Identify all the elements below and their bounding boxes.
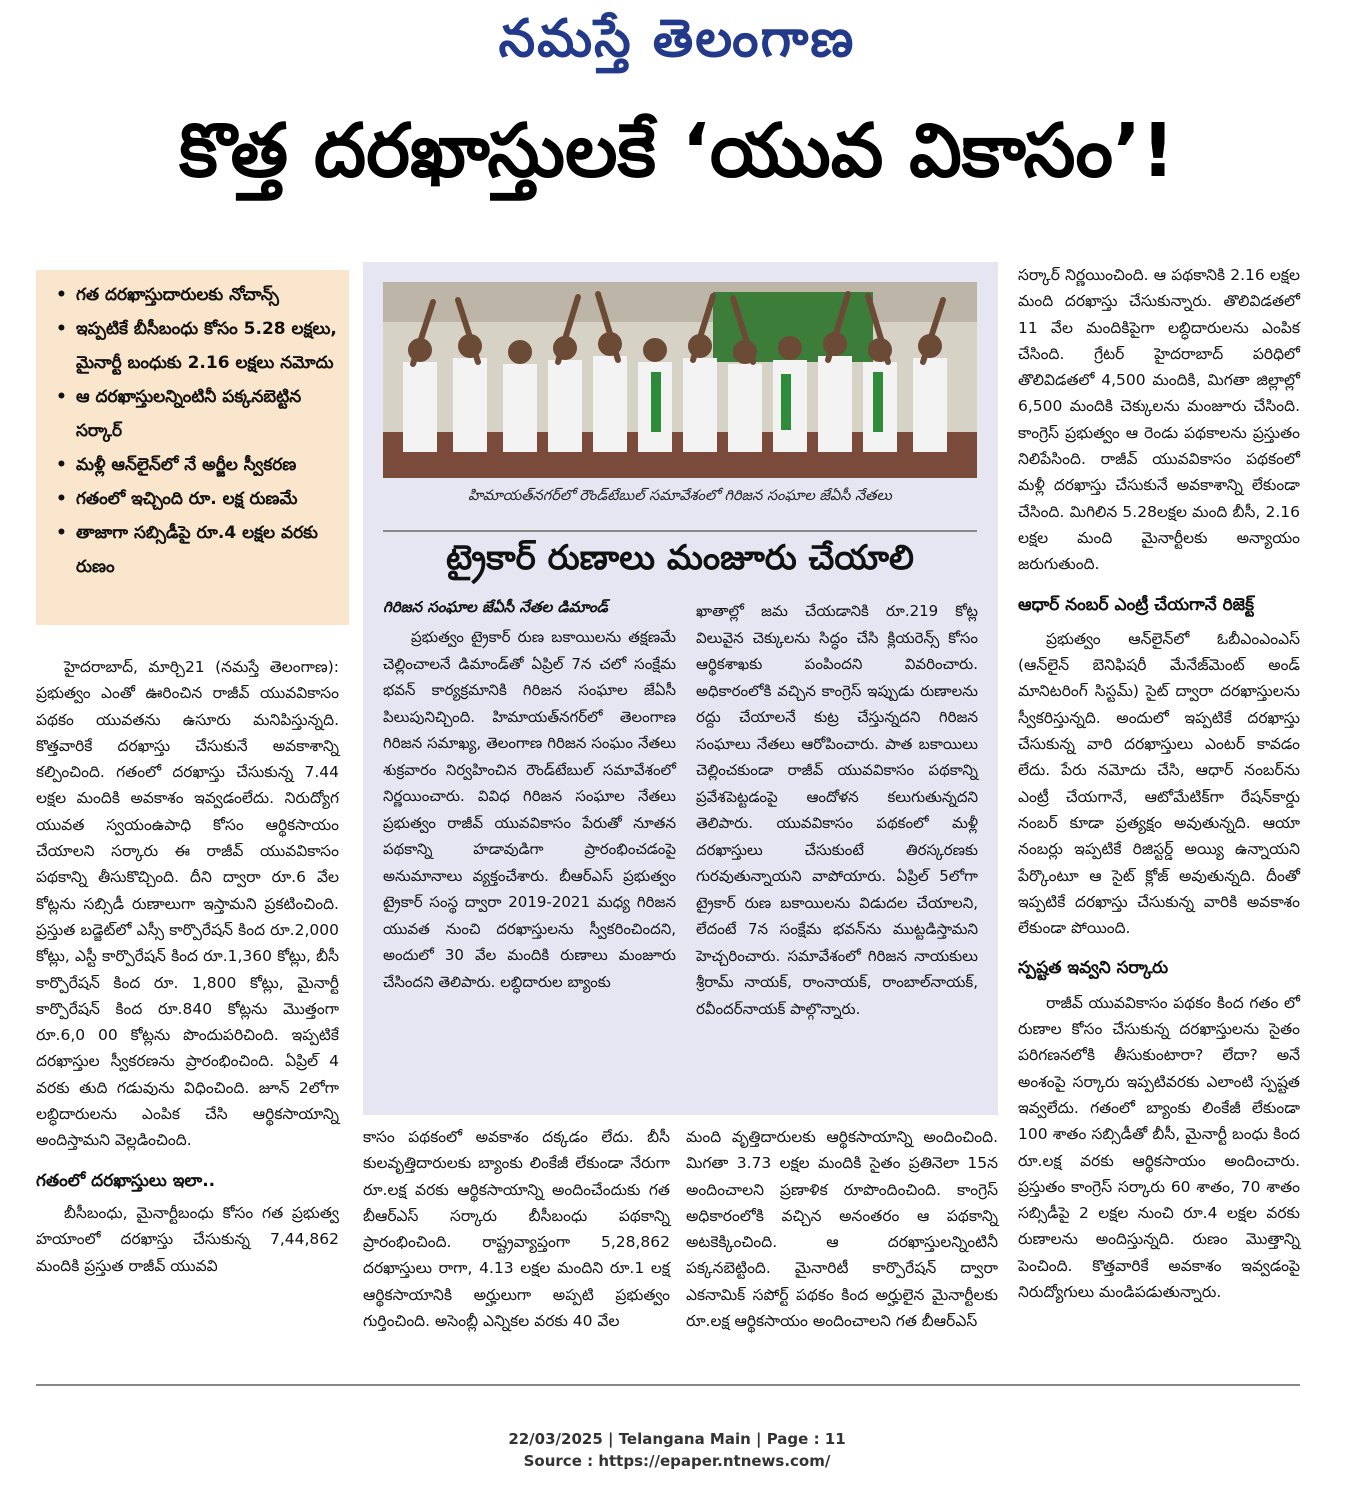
middle-column-b: [686, 1124, 998, 1334]
newspaper-masthead: నమస్తే తెలంగాణ: [498, 8, 856, 69]
article-paragraph: కాసం పథకంలో అవకాశం దక్కడం లేదు. బీసీ కులవృత్తిదారులకు బ్యాంకు లింకేజీ లేకుండా నేరుగా రూ.లక్ష వరకు ఆర్థికసాయాన్ని అందించేందుకు గత బీఆర్‌ఎస్ సర్కారు బీసీబంధు పథకాన్ని ప్రారంభించింది. రాష్ట్రవ్యాప్తంగా 5,28,862 దరఖాస్తులు రాగా, 4.13 లక్షల మందిని రూ.1 లక్ష ఆర్థికసాయానికి అర్హులుగా అప్పటి ప్రభుత్వం గుర్తించింది. అసెంబ్లీ ఎన్నికల వరకు 40 వేల: [363, 1128, 670, 1331]
article-paragraph: ఖాతాల్లో జమ చేయడానికి రూ.219 కోట్ల విలువైన చెక్కులను సిద్ధం చేసి క్లియరెన్స్ కోసం ఆర్థికశాఖకు పంపిందని వివరించారు. అధికారంలోకి వచ్చిన కాంగ్రెస్ ఇప్పుడు రుణాలను రద్దు చేయాలనే కుట్ర చేస్తున్నదని గిరిజన సంఘాలు నేతలు ఆరోపించారు. పాత బకాయిలు చెల్లించకుండా రాజీవ్ యువవికాసం పథకాన్ని ప్రవేశపెట్టడంపై ఆందోళన కలుగుతున్నదని తెలిపారు. యువవికాసం పథకంలో మళ్లీ దరఖాస్తులు చేసుకుంటే తిరస్కరణకు గురవుతున్నాయని వాపోయారు. ఏప్రిల్ 5లోగా ట్రైకార్ రుణ బకాయిలను విడుదల చేయాలని, లేదంటే 7న సంక్షేమ భవన్‌ను ముట్టడిస్తామని హెచ్చరించారు. సమావేశంలో గిరిజన నాయకులు శ్రీరామ్ నాయక్, రాంనాయక్, రాంబాల్‌నాయక్, రవీందర్‌నాయక్ పాల్గొన్నారు.: [696, 602, 978, 1018]
middle-column-a: [363, 1124, 670, 1334]
right-article-column: [1018, 262, 1300, 1305]
group-photo-illustration: [383, 282, 977, 478]
boxed-story-headline: ట్రైకార్ రుణాలు మంజూరు చేయాలి: [383, 530, 977, 586]
highlight-item: • తాజాగా సబ్సిడీపై రూ.4 లక్షల వరకు రుణం: [56, 523, 318, 577]
page-info-footer: 22/03/2025 | Telangana Main | Page : 11: [508, 1430, 846, 1448]
article-paragraph: బీసీబంధు, మైనార్టీబంధు కోసం గత ప్రభుత్వ హయాంలో దరఖాస్తు చేసుకున్న 7,44,862 మందికి ప్రస్తుత రాజీవ్ యువవి: [36, 1203, 339, 1275]
section-subhead: గతంలో దరఖాస్తులు ఇలా..: [36, 1170, 216, 1191]
article-paragraph: ప్రభుత్వం ఆన్‌లైన్‌లో ఓబీఎంఎంఎస్ (ఆన్‌లైన్ బెనిఫిషరీ మేనేజ్‌మెంట్ అండ్ మానిటరింగ్ సిస్టమ్) సైట్ ద్వారా దరఖాస్తులను స్వీకరిస్తున్నది. అందులో ఇప్పటికే దరఖాస్తు చేసుకున్న వారి దరఖాస్తులు ఎంటర్ కావడం లేదు. పేరు నమోదు చేసి, ఆధార్ నంబర్‌ను ఎంట్రీ చేయగానే, ఆటోమేటిక్‌గా రేషన్‌కార్డు నంబర్ కూడా ప్రత్యక్షం అవుతున్నది. ఆయా నంబర్లు ఇప్పటికే రిజిస్టర్డ్ అయ్యి ఉన్నాయని పేర్కొంటూ ఆ సైట్ క్లోజ్ అవుతున్నది. దీంతో ఇప్పటికే దరఖాస్తు చేసుకున్న వారికి అవకాశం లేకుండా పోయింది.: [1018, 629, 1300, 938]
article-paragraph: మంది వృత్తిదారులకు ఆర్థికసాయాన్ని అందించింది. మిగతా 3.73 లక్షల మందికి సైతం ప్రతినెలా 15న అందించాలని ప్రణాళిక రూపొందించింది. కాంగ్రెస్ అధికారంలోకి వచ్చిన అనంతరం ఆ పథకాన్ని అటకెక్కించింది. ఆ దరఖాస్తులన్నింటినీ పక్కనబెట్టింది. మైనారిటీ కార్పొరేషన్ ద్వారా ఎకనామిక్ సపోర్ట్ పథకం కింద అర్హులైన మైనార్టీలకు రూ.లక్ష ఆర్థికసాయం అందించాలని గత బీఆర్‌ఎస్: [686, 1128, 998, 1331]
boxed-story-column-a: [383, 624, 676, 995]
highlight-item: • మళ్లీ ఆన్‌లైన్‌లో నే అర్జీల స్వీకరణ: [56, 455, 297, 475]
main-headline: కొత్త దరఖాస్తులకే ‘యువ వికాసం’!: [179, 108, 1175, 194]
news-photo: [383, 282, 977, 478]
section-subhead: ఆధార్ నంబర్ ఎంట్రీ చేయగానే రిజెక్ట్: [1018, 594, 1254, 615]
section-subhead: స్పష్టత ఇవ్వని సర్కారు: [1018, 958, 1169, 979]
boxed-story-column-b: [696, 598, 978, 1022]
boxed-story-kicker: గిరిజన సంఘాల జేఏసీ నేతల డిమాండ్: [383, 598, 608, 616]
article-paragraph: సర్కార్ నిర్ణయించింది. ఆ పథకానికి 2.16 లక్షల మంది దరఖాస్తు చేసుకున్నారు. తొలివిడతలో 11 వేల మందికిపైగా లబ్ధిదారులను ఎంపిక చేసింది. గ్రేటర్ హైదరాబాద్ పరిధిలో తొలివిడతలో 4,500 మందికి, మిగతా జిల్లాల్లో 6,500 మందికి చెక్కులను మంజూరు చేసింది. కాంగ్రెస్ ప్రభుత్వం ఆ రెండు పథకాలను ప్రస్తుతం నిలిపేసింది. రాజీవ్ యువవికాసం పథకంలో మళ్లీ దరఖాస్తు చేసుకునే అవకాశాన్ని లేకుండా చేసింది. మిగిలిన 5.28లక్షల మంది బీసీ, 2.16 లక్షల మంది మైనార్టీలకు అన్యాయం జరుగుతుంది.: [1018, 266, 1300, 574]
highlight-item: • ఇప్పటికే బీసీబంధు కోసం 5.28 లక్షలు, మైనార్టీ బంధుకు 2.16 లక్షలు నమోదు: [56, 319, 337, 373]
source-footer: Source : https://epaper.ntnews.com/: [523, 1452, 831, 1470]
article-paragraph: హైదరాబాద్, మార్చి21 (నమస్తే తెలంగాణ): ప్రభుత్వం ఎంతో ఊరించిన రాజీవ్ యువవికాసం పథకం యువతను ఉసూరు మనిపిస్తున్నది. కొత్తవారికే దరఖాస్తు చేసుకునే అవకాశాన్ని కల్పించింది. గతంలో దరఖాస్తు చేసుకున్న 7.44 లక్షల మందికి అవకాశం ఇవ్వడంలేదు. నిరుద్యోగ యువత స్వయంఉపాధి కోసం ఆర్థికసాయం చేయాలని సర్కారు ఈ రాజీవ్ యువవికాసం పథకాన్ని తీసుకొచ్చింది. దీని ద్వారా రూ.6 వేల కోట్లను సబ్సిడీ రుణాలుగా ఇస్తామని ప్రకటించింది. ప్రస్తుత బడ్జెట్‌లో ఎస్సీ కార్పొరేషన్ కింద రూ.2,000 కోట్లు, ఎస్టీ కార్పొరేషన్ కింద రూ.1,360 కోట్లు, బీసీ కార్పొరేషన్ కింద రూ. 1,800 కోట్లు, మైనార్టీ కార్పొరేషన్ కింద రూ.840 కోట్లను మొత్తంగా రూ.6,0 00 కోట్లను పొందుపరిచింది. ఇప్పటికే దరఖాస్తుల స్వీకరణను ప్రారంభించింది. ఏప్రిల్ 4 వరకు తుది గడువును విధించింది. జూన్ 2లోగా లబ్ధిదారులను ఎంపిక చేసి ఆర్థికసాయాన్ని అందిస్తామని వెల్లడించింది.: [36, 658, 339, 1150]
photo-caption: హిమాయత్‌నగర్‌లో రౌండ్‌టేబుల్ సమావేశంలో గిరిజన సంఘాల జేఏసీ నేతలు: [468, 488, 892, 504]
bottom-divider: [36, 1384, 1300, 1386]
highlights-box: [36, 270, 349, 625]
article-paragraph: రాజీవ్ యువవికాసం పథకం కింద గతం లో రుణాల కోసం చేసుకున్న దరఖాస్తులను సైతం పరిగణనలోకి తీసుకుంటారా? లేదా? అనే అంశంపై సర్కారు ఇప్పటివరకు ఎలాంటి స్పష్టత ఇవ్వలేదు. గతంలో బ్యాంకు లింకేజీ లేకుండా 100 శాతం సబ్సిడీతో బీసీ, మైనార్టీ బంధు కింద రూ.లక్ష వరకు ఆర్థికసాయం అందించారు. ప్రస్తుతం కాంగ్రెస్ సర్కారు 60 శాతం, 70 శాతం సబ్సిడీపై 2 లక్షల నుంచి రూ.4 లక్షల వరకు రుణాలను అందిస్తున్నది. రుణం మొత్తాన్ని పెంచింది. కొత్తవారికే అవకాశం ఇవ్వడంపై నిరుద్యోగులు మండిపడుతున్నారు.: [1018, 993, 1300, 1301]
article-paragraph: ప్రభుత్వం ట్రైకార్ రుణ బకాయిలను తక్షణమే చెల్లించాలనే డిమాండ్‌తో ఏప్రిల్ 7న చలో సంక్షేమ భవన్ కార్యక్రమానికి గిరిజన సంఘాల జేఏసీ పిలుపునిచ్చింది. హిమాయత్‌నగర్‌లో తెలంగాణ గిరిజన సమాఖ్య, తెలంగాణ గిరిజన సంఘం నేతలు శుక్రవారం నిర్వహించిన రౌండ్‌టేబుల్ సమావేశంలో నిర్ణయించారు. వివిధ గిరిజన సంఘాల నేతలు ప్రభుత్వం రాజీవ్ యువవికాసం పేరుతో నూతన పథకాన్ని హడావుడిగా ప్రారంభించడంపై అనుమానాలు వ్యక్తంచేశారు. బీఆర్‌ఎస్ ప్రభుత్వం ట్రైకార్ సంస్థ ద్వారా 2019-2021 మధ్య గిరిజన యువత నుంచి దరఖాస్తులను స్వీకరించిందని, అందులో 30 వేల మందికి రుణాలు మంజూరు చేసిందని తెలిపారు. లబ్ధిదారుల బ్యాంకు: [383, 628, 676, 991]
left-article-column: [36, 654, 339, 1279]
highlight-item: • గత దరఖాస్తుదారులకు నోచాన్స్: [56, 285, 279, 305]
highlight-item: • గతంలో ఇచ్చింది రూ. లక్ష రుణమే: [56, 489, 298, 509]
highlight-item: • ఆ దరఖాస్తులన్నింటినీ పక్కనబెట్టిన సర్కార్: [56, 387, 302, 441]
